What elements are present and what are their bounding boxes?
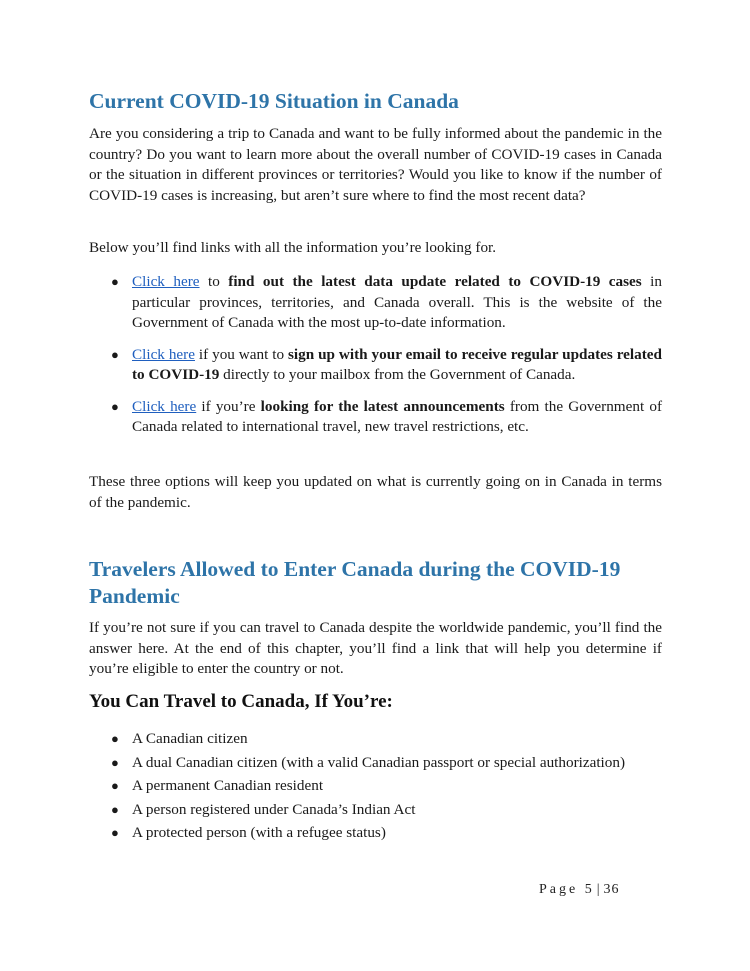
bullet-icon: ● xyxy=(111,778,119,793)
list-item: ● Click here to find out the latest data update related to COVID-19 cases in particular provinces, territories, and Canada overall. This is the website of the Government of Canada with the most up-to-date information. xyxy=(111,273,662,331)
list-item: ● A person registered under Canada’s Indian Act xyxy=(89,798,679,822)
list-item: ● A dual Canadian citizen (with a valid Canadian passport or special authorization) xyxy=(89,751,679,775)
bullet-icon: ● xyxy=(111,398,119,414)
click-here-link-announcements[interactable]: Click here xyxy=(132,397,197,415)
section-title-travelers-allowed: Travelers Allowed to Enter Canada during the COVID-19 Pandemic xyxy=(89,557,621,608)
closing-paragraph: These three options will keep you updated on what is currently going on in Canada in terms of the pandemic. xyxy=(89,473,662,511)
click-here-link-cases[interactable]: Click here xyxy=(132,273,200,290)
emphasis-text: looking for the latest announcements xyxy=(260,397,505,415)
bullet-icon: ● xyxy=(111,731,119,746)
travel-intro-paragraph: If you’re not sure if you can travel to Canada despite the worldwide pandemic, you’ll find the answer here. At the end of this chapter, you’ll find a link that will help you determine if you’re eligible to enter the country or not. xyxy=(89,619,662,677)
emphasis-text: find out the latest data update related to COVID-19 cases xyxy=(228,273,642,290)
page-label: Page xyxy=(539,882,579,897)
list-item: ● Click here if you want to sign up with your email to receive regular updates related to COVID-19 directly to your mailbox from the Government of Canada. xyxy=(111,345,662,383)
page-number-footer xyxy=(539,882,620,898)
page-separator: | xyxy=(596,882,600,897)
bullet-icon: ● xyxy=(111,346,119,362)
eligibility-subheading: You Can Travel to Canada, If You’re: xyxy=(89,691,393,712)
bullet-icon: ● xyxy=(111,754,119,770)
current-page-number: 5 xyxy=(584,882,593,897)
lead-paragraph: Below you’ll find links with all the information you’re looking for. xyxy=(89,239,497,256)
bullet-icon: ● xyxy=(111,274,119,289)
list-item: ● A permanent Canadian resident xyxy=(89,774,679,798)
eligibility-list xyxy=(89,727,679,845)
covid-links-list xyxy=(89,272,662,448)
total-pages-number: 36 xyxy=(603,882,620,897)
emphasis-text: sign up with your email to receive regular updates related to COVID-19 xyxy=(132,345,662,383)
bullet-icon: ● xyxy=(111,825,119,840)
list-item: ● A protected person (with a refugee status) xyxy=(89,821,679,845)
section-title-covid-situation: Current COVID-19 Situation in Canada xyxy=(89,89,459,113)
list-item: ● A Canadian citizen xyxy=(89,727,679,751)
list-item: ● Click here if you’re looking for the latest announcements from the Government of Canada related to international travel, new travel restrictions, etc. xyxy=(111,397,662,435)
click-here-link-email-updates[interactable]: Click here xyxy=(132,345,195,363)
intro-paragraph: Are you considering a trip to Canada and want to be fully informed about the pandemic in the country? Do you want to learn more about the overall number of COVID-19 cases in Canada or the situation in different provinces or territories? Would you like to know if the number of COVID-19 cases is increasing, but aren’t sure where to find the most recent data? xyxy=(89,125,662,204)
bullet-icon: ● xyxy=(111,801,119,817)
